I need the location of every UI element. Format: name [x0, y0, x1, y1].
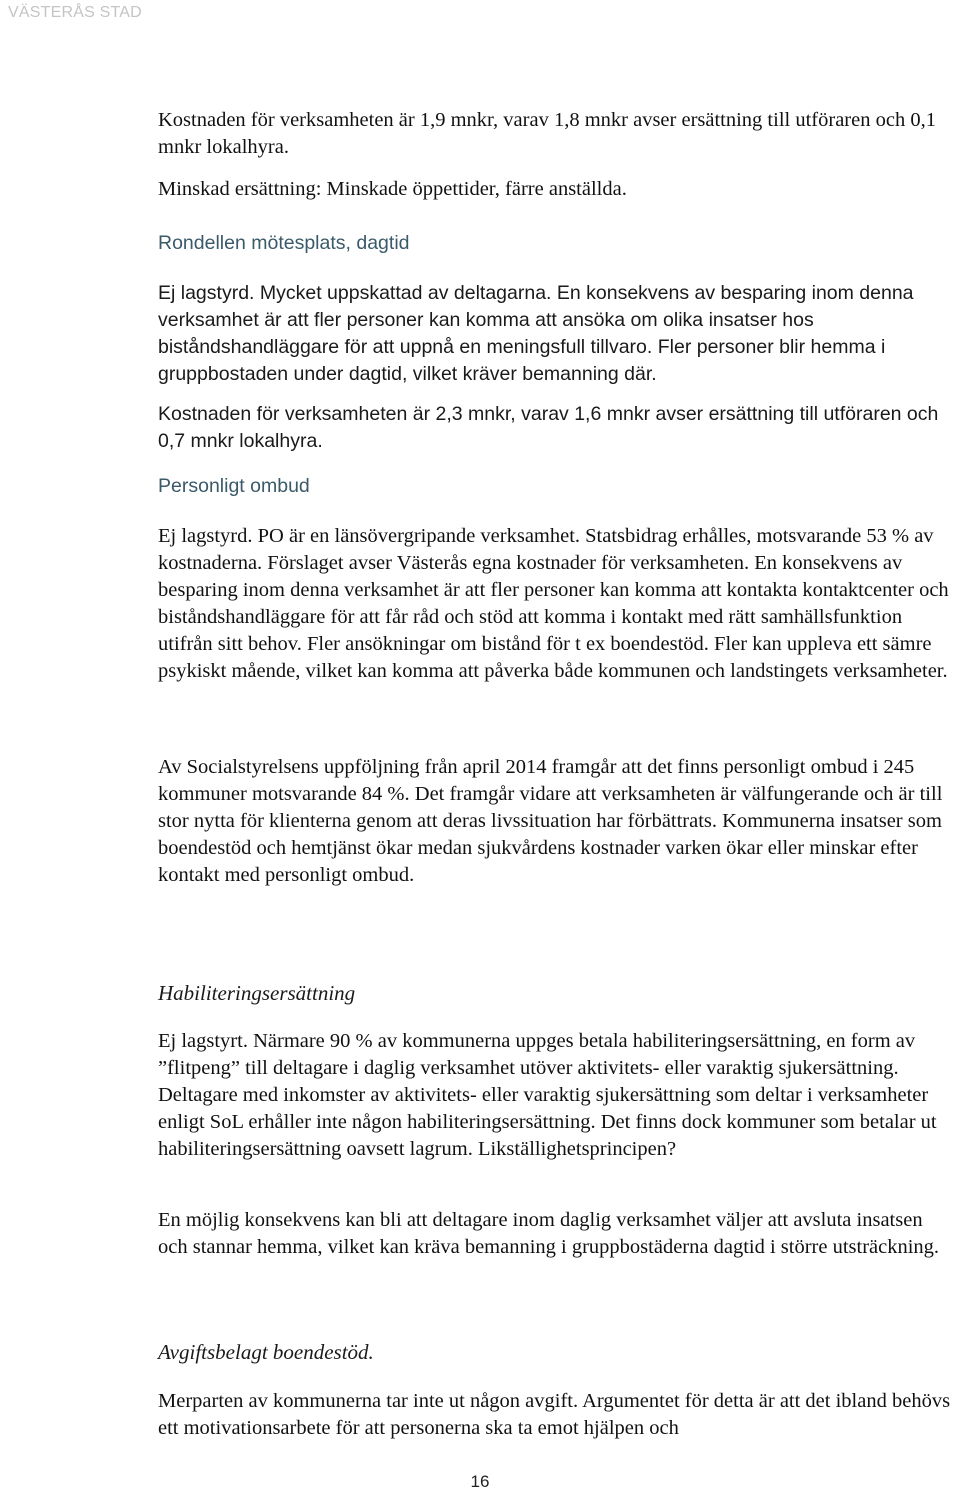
heading-avgiftsbelagt-boendestod: Avgiftsbelagt boendestöd. — [158, 1340, 374, 1364]
page-number: 16 — [470, 1472, 490, 1491]
paragraph-personligt-ombud: Ej lagstyrd. PO är en länsövergripande verksamhet. Statsbidrag erhålles, motsvarande 53 % av kostnaderna. Förslaget avser Västerås egna kostnader för verksamheten. En konsekvens av besparing inom denna verksamhet är att fler personer kan komma att kontakta kontaktcenter och biståndshandläggare för att får råd och stöd att komma i kontakt med rätt samhällsfunktion utifrån sitt behov. Fler ansökningar om bistånd för t ex boendestöd. Fler kan uppleva ett sämre psykiskt mående, vilket kan komma att påverka både kommunen och landstingets verksamheter. — [158, 525, 949, 682]
paragraph-konsekvens: En möjlig konsekvens kan bli att deltagare inom daglig verksamhet väljer att avsluta insatsen och stannar hemma, vilket kan kräva bemanning i gruppbostäderna dagtid i större utsträckning. — [158, 1209, 940, 1258]
paragraph-cost-1: Kostnaden för verksamheten är 1,9 mnkr, varav 1,8 mnkr avser ersättning till utföraren och 0,1 mnkr lokalhyra. — [158, 109, 936, 158]
paragraph-rondellen: Ej lagstyrd. Mycket uppskattad av deltagarna. En konsekvens av besparing inom denna verksamhet är att fler personer kan komma att ansöka om olika insatser hos biståndshandläggare för att uppnå en meningsfull tillvaro. Fler personer blir hemma i gruppbostaden under dagtid, vilket kräver bemanning där. — [158, 282, 914, 385]
paragraph-cost-2: Kostnaden för verksamheten är 2,3 mnkr, varav 1,6 mnkr avser ersättning till utföraren och 0,7 mnkr lokalhyra. — [158, 403, 939, 452]
paragraph-socialstyrelsen: Av Socialstyrelsens uppföljning från april 2014 framgår att det finns personligt ombud i 245 kommuner motsvarande 84 %. Det framgår vidare att verksamheten är välfungerande och är till stor nytta för klienterna genom att deras livssituation har förbättrats. Kommunerna insatser som boendestöd och hemtjänst ökar medan sjukvårdens kostnader varken ökar eller minskar efter kontakt med personligt ombud. — [158, 756, 943, 886]
paragraph-avgift: Merparten av kommunerna tar inte ut någon avgift. Argumentet för detta är att det ibland behövs ett motivationsarbete för att personerna ska ta emot hjälpen och — [158, 1390, 951, 1439]
heading-personligt-ombud: Personligt ombud — [158, 475, 310, 497]
heading-rondellen: Rondellen mötesplats, dagtid — [158, 232, 410, 254]
organization-header: VÄSTERÅS STAD — [8, 4, 142, 21]
heading-habiliteringsersattning: Habiliteringsersättning — [158, 981, 356, 1005]
paragraph-reduced-compensation: Minskad ersättning: Minskade öppettider, färre anställda. — [158, 178, 627, 200]
paragraph-habilitering: Ej lagstyrt. Närmare 90 % av kommunerna uppges betala habiliteringsersättning, en form av ”flitpeng” till deltagare i daglig verksamhet utöver aktivitets- eller varaktig sjukersättning. Deltagare med inkomster av aktivitets- eller varaktig sjukersättning som deltar i verksamheter enligt SoL erhåller inte någon habiliteringsersättning. Det finns dock kommuner som betalar ut habiliteringsersättning oavsett lagrum. Likställighetsprincipen? — [158, 1030, 937, 1160]
